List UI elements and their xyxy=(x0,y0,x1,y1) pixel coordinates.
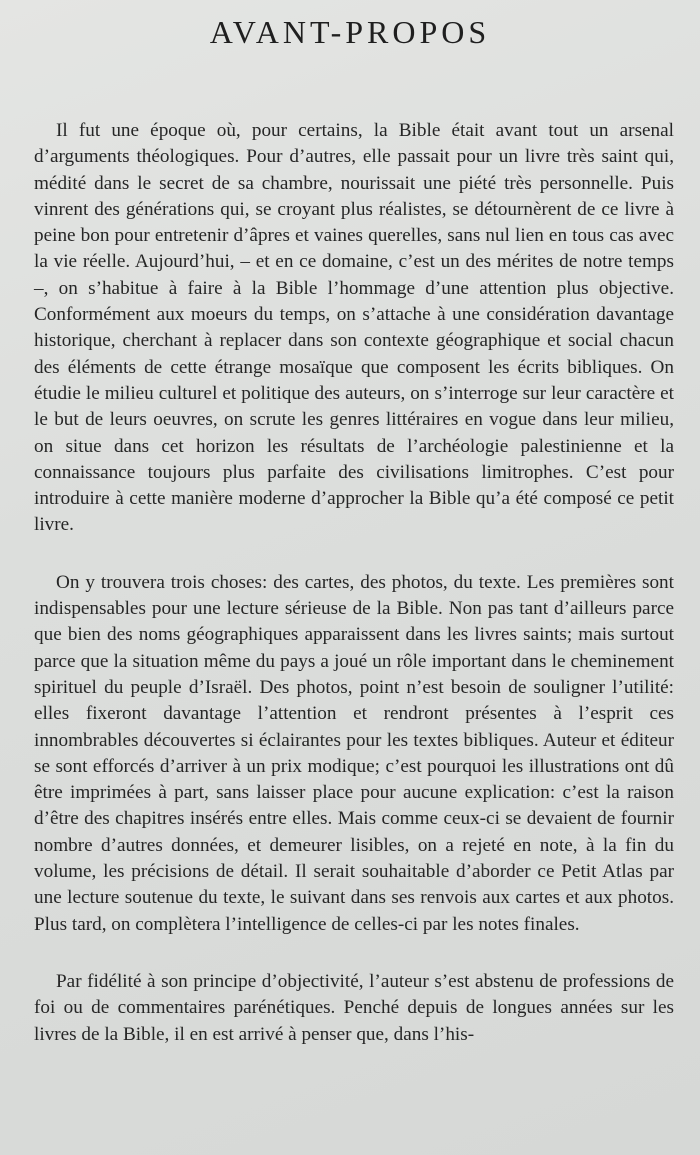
page-title: AVANT-PROPOS xyxy=(209,14,491,50)
paragraph-3: Par fidélité à son principe d’objectivité, l’auteur s’est abstenu de professions de foi ou de commentaires parénétiques. Penché depuis de longues années sur les livres de la Bible, il en est arrivé à penser que, dans l’his- xyxy=(34,970,674,1045)
paragraph-1: Il fut une époque où, pour certains, la Bible était avant tout un arsenal d’arguments théologiques. Pour d’autres, elle passait pour un livre très saint qui, médité dans le secret de sa chambre, nourissait une piété très personnelle. Puis vinrent des générations qui, se croyant plus réalistes, se détournèrent de ce livre à peine bon pour entretenir d’âpres et vaines querelles, sans nul lien en tous cas avec la vie réelle. Aujourd’hui, – et en ce domaine, c’est un des mérites de notre temps –, on s’habitue à faire à la Bible l’hommage d’une attention plus objective. Conformément aux moeurs du temps, on s’attache à une considération davantage historique, cherchant à replacer dans son contexte géographique et social chacun des éléments de cette étrange mosaïque que composent les écrits bibliques. On étudie le milieu culturel et politique des auteurs, on s’interroge sur leur caractère et le but de leurs oeuvres, on scrute les genres littéraires en vogue dans leur milieu, on situe dans cet horizon les résultats de l’archéologie palestinienne et la connaissance toujours plus parfaite des civilisations limitrophes. C’est pour introduire à cette manière moderne d’approcher la Bible qu’a été composé ce petit livre. xyxy=(34,120,674,536)
paragraph-2: On y trouvera trois choses: des cartes, des photos, du texte. Les premières sont indispensables pour une lecture sérieuse de la Bible. Non pas tant d’ailleurs parce que bien des noms géographiques apparaissent dans les livres saints; mais surtout parce que la situation même du pays a joué un rôle important dans le cheminement spirituel du peuple d’Israël. Des photos, point n’est besoin de souligner l’utilité: elles fixeront davantage l’attention et rendront présentes à l’esprit ces innombrables découvertes si éclairantes pour les textes bibliques. Auteur et éditeur se sont efforcés d’arriver à un prix modique; c’est pourquoi les illustrations ont dû être imprimées à part, sans laisser place pour aucune explication: c’est la raison d’être des chapitres insérés entre elles. Mais comme ceux-ci se devaient de fournir nombre d’autres données, et demeurer lisibles, on a rejeté en note, à la fin du volume, les précisions de détail. Il serait souhaitable d’aborder ce Petit Atlas par une lecture soutenue du texte, le suivant dans ses renvois aux cartes et aux photos. Plus tard, on complètera l’intelligence de celles-ci par les notes finales. xyxy=(34,571,674,935)
body-text xyxy=(34,118,674,1048)
